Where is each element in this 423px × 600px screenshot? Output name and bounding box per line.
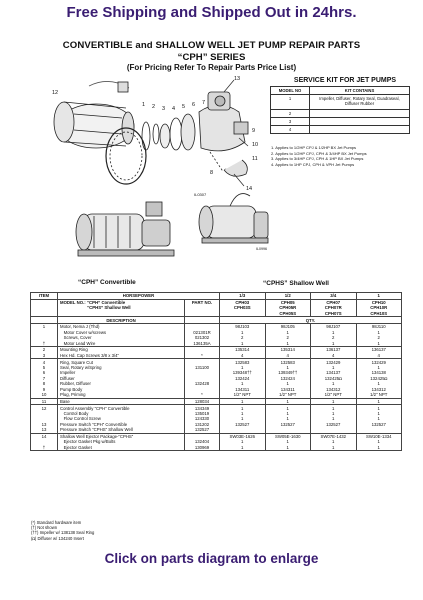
cell-q2 <box>265 347 311 359</box>
hp-1: 1/3 <box>220 293 266 300</box>
cell-q2 <box>265 398 311 405</box>
kit-applies-list <box>271 145 416 167</box>
cell-line: Pressure Switch “CPH” Convertible <box>60 421 128 427</box>
cell-line: 132583 <box>280 359 295 365</box>
cell-line: 139349†† <box>278 370 298 376</box>
applies-line: 2. Applies to 1/2HP CPJ, CPH & 3/4HP BX Jet Pumps <box>271 150 367 156</box>
cell-line: Ejector Gasket Pkg w/Bolts <box>60 439 116 445</box>
model-2: CPH05 CPH05R CPH05S <box>265 299 311 317</box>
col-horsepower: HORSEPOWER <box>58 293 220 300</box>
cell-desc <box>58 324 185 347</box>
cell-line: 8 <box>42 381 46 387</box>
cell-line: 98J107 <box>326 324 341 330</box>
cell-line: 1 <box>377 340 380 346</box>
cell-line: 1 <box>286 340 289 346</box>
cell-line: 1 <box>377 381 380 387</box>
cell-line: 132404 <box>194 439 210 445</box>
cell-line: 12 <box>41 405 47 411</box>
footnote: (◘) Diffuser w/ 134240 Insert <box>31 535 84 541</box>
service-kit-table <box>270 86 410 134</box>
cell-line: 2 <box>332 335 335 341</box>
kit-model: 4 <box>271 126 310 134</box>
description-label: DESCRIPTION <box>58 317 185 324</box>
cell-line: Diffuser <box>60 375 75 381</box>
cell-q2 <box>265 324 311 347</box>
cell-line: 1 <box>241 416 244 422</box>
cell-line: * <box>201 391 203 397</box>
hp-2: 1/2 <box>265 293 311 300</box>
cell-line: 132424 <box>280 375 295 381</box>
cell-desc <box>58 405 185 433</box>
diagram-ref: IL0307 <box>194 192 207 197</box>
cell-q4 <box>356 359 402 398</box>
enlarge-link[interactable]: Click on parts diagram to enlarge <box>104 551 319 566</box>
cell-q2 <box>265 359 311 398</box>
cell-q4 <box>356 347 402 359</box>
cell-item <box>31 433 58 451</box>
cell-line: 132583 <box>235 359 250 365</box>
cell-line: Motor Lead Wire <box>60 340 96 346</box>
cell-line: 1 <box>286 364 289 370</box>
cell-line: 7 <box>42 375 46 381</box>
cell-line: 1 <box>332 405 335 411</box>
cell-line: 132424 <box>235 375 250 381</box>
cell-part <box>185 405 220 433</box>
callout-11: 11 <box>252 156 258 162</box>
cell-line: 1 <box>286 439 289 445</box>
cell-line: 1 <box>377 416 380 422</box>
cell-line: 134311 <box>235 386 250 392</box>
cell-line: Control Assembly “CPH” Convertible <box>60 405 130 411</box>
cell-line: 1 <box>286 398 289 404</box>
cell-line: 132527 <box>235 421 250 427</box>
table-row <box>31 347 402 359</box>
table-row <box>271 118 410 126</box>
cell-line: 1/2" NPT <box>324 391 342 397</box>
model-label <box>58 299 185 317</box>
cell-line: 1 <box>42 324 46 330</box>
cell-line: 132429 <box>371 359 386 365</box>
callout-1: 1 <box>142 102 146 108</box>
cell-line: 132527 <box>326 421 341 427</box>
cell-line: 9 <box>42 386 46 392</box>
kit-contents <box>310 110 410 118</box>
callout-5: 5 <box>182 104 186 110</box>
cell-line: 021301R <box>193 329 211 335</box>
cell-line: 136137 <box>326 347 341 353</box>
cell-line: Ejector Gasket <box>60 444 92 450</box>
table-row <box>31 359 402 398</box>
cell-desc <box>58 433 185 451</box>
cell-line <box>313 427 354 432</box>
cell-line: 124330 <box>194 416 210 422</box>
cell-line: 132428 <box>194 381 210 387</box>
cell-line: Motor Cover w/screws <box>60 329 107 335</box>
kit-contents: Impeller, Diffuser, Rotary Seal, Guadraseal, Diffuser Rubber <box>310 95 410 110</box>
cell-line: 132527 <box>280 421 295 427</box>
cell-line: 1 <box>286 444 289 450</box>
kit-model: 2 <box>271 110 310 118</box>
cell-q1 <box>220 405 266 433</box>
cell-item <box>31 347 58 359</box>
cell-line: 4 <box>332 352 335 358</box>
cell-line: 1 <box>377 405 380 411</box>
cell-line: 2 <box>377 335 380 341</box>
kit-contents <box>310 118 410 126</box>
footnotes <box>31 520 94 541</box>
footnote: (†) Not shown <box>31 525 58 531</box>
cell-line: 135314 <box>280 347 295 353</box>
cell-line: 134349 <box>194 405 210 411</box>
callout-8: 8 <box>210 170 214 176</box>
cell-line: 1/2" NPT <box>279 391 297 397</box>
cell-line: 1 <box>332 340 335 346</box>
cell-line: 1 <box>286 410 289 416</box>
footnote: (*) Standard hardware item <box>31 520 82 525</box>
cell-line <box>222 427 263 432</box>
cell-line: 11 <box>41 398 47 404</box>
cell-line: 134312 <box>326 386 341 392</box>
cell-q4 <box>356 398 402 405</box>
page-title: CONVERTIBLE and SHALLOW WELL JET PUMP REPAIR PARTS <box>62 40 361 51</box>
cell-part <box>185 433 220 451</box>
cell-q3 <box>311 405 357 433</box>
cell-line: 132429 <box>326 359 341 365</box>
cell-line: SW10E-1334 <box>365 433 392 439</box>
hp-3: 3/4 <box>311 293 357 300</box>
cell-line: 4 <box>377 352 380 358</box>
applies-line: 4. Applies to 1HP CPJ, CPH & VPH Jet Pumps <box>271 161 355 167</box>
callout-10: 10 <box>252 142 259 148</box>
cell-line: 136137 <box>371 347 386 353</box>
cell-line: 1 <box>377 364 380 370</box>
cell-line: 1 <box>286 329 289 335</box>
cell-line: 1 <box>241 329 244 335</box>
cell-line: † <box>42 340 46 346</box>
cell-line: 4 <box>42 359 46 365</box>
table-row <box>271 126 410 134</box>
table-header-row <box>31 317 402 324</box>
cell-line: 021302 <box>194 335 210 341</box>
cell-line: Seal, Rotary w/Spring <box>60 364 102 370</box>
cell-part <box>185 398 220 405</box>
cell-line: Pressure Switch “CPHS” Shallow Well <box>60 427 133 433</box>
kit-model: 1 <box>271 95 310 110</box>
cell-q1 <box>220 433 266 451</box>
cell-line: 1 <box>241 405 244 411</box>
cell-line: Mounting Ring <box>60 347 88 353</box>
cell-q1 <box>220 359 266 398</box>
cell-line: 131100 <box>194 364 210 370</box>
cell-line: 6 <box>42 370 46 376</box>
cell-q1 <box>220 324 266 347</box>
cell-line: 1/2" NPT <box>233 391 251 397</box>
parts-table <box>30 292 402 451</box>
series-title: “CPH” SERIES <box>177 52 246 63</box>
hp-4: 1 <box>356 293 402 300</box>
cell-line: Hex Hd. Cap Screws 3/8 x 3/4" <box>60 352 120 358</box>
cell-line: 132425◘ <box>324 375 342 381</box>
cell-line: 134137 <box>326 370 341 376</box>
cell-line: Pump Body <box>60 386 83 392</box>
cell-q3 <box>311 398 357 405</box>
table-header-row <box>31 293 402 300</box>
cell-line: 136135A <box>193 340 211 346</box>
cell-part <box>185 324 220 347</box>
cell-q3 <box>311 347 357 359</box>
callout-9: 9 <box>252 128 256 134</box>
cell-line: 4 <box>241 352 244 358</box>
cell-line: Plug, Priming <box>60 391 86 397</box>
model-label-cphs: “CPHS” Shallow Well <box>87 305 131 311</box>
cell-line: * <box>201 352 203 358</box>
cell-q3 <box>311 359 357 398</box>
cell-line: 1 <box>286 405 289 411</box>
qty-label: QTY. <box>220 317 402 324</box>
cell-line: 2 <box>42 347 46 353</box>
cell-line <box>359 427 400 432</box>
cell-line: SW07E-1432 <box>320 433 347 439</box>
cell-line: 1 <box>286 381 289 387</box>
cell-line: 130969 <box>194 444 210 450</box>
cell-line: 132425◘ <box>370 375 388 381</box>
cell-line: Shallow Well Ejector Package-“CPHS” <box>60 433 134 439</box>
callout-3: 3 <box>162 106 166 112</box>
cell-line: 134312 <box>371 386 386 392</box>
cell-part <box>185 347 220 359</box>
cph-convertible-drawing <box>76 202 174 256</box>
cell-line: 2 <box>286 335 289 341</box>
cell-line: 139348†† <box>232 370 252 376</box>
table-row <box>31 398 402 405</box>
cell-q1 <box>220 398 266 405</box>
cell-line: 10 <box>41 391 47 397</box>
cell-line: 3 <box>42 352 46 358</box>
cell-line: 1 <box>377 439 380 445</box>
cell-line: Impeller <box>60 370 76 376</box>
cell-line: 1 <box>332 364 335 370</box>
cell-item <box>31 398 58 405</box>
applies-line: 3. Applies to 3/4HP CPJ, CPH & 1HP BX Jet Pumps <box>271 156 364 162</box>
table-row <box>31 324 402 347</box>
cell-line: 98J103 <box>235 324 250 330</box>
model-4: CPH10 CPH10R CPH10S <box>356 299 402 317</box>
cell-q4 <box>356 405 402 433</box>
cell-q2 <box>265 405 311 433</box>
cell-q4 <box>356 433 402 451</box>
cell-line: 2 <box>241 335 244 341</box>
cell-line: 128034 <box>194 398 210 404</box>
cell-line: 4 <box>286 352 289 358</box>
caption-cph: “CPH” Convertible <box>78 279 136 286</box>
table-row <box>31 405 402 433</box>
cell-line: 5 <box>42 364 46 370</box>
kit-contents <box>310 126 410 134</box>
cell-line: Rubber, Diffuser <box>60 381 91 387</box>
cell-line: 134311 <box>280 386 295 392</box>
applies-line: 1. Applies to 1/2HP CPJ & 1/2HP BX Jet Pumps <box>271 145 357 150</box>
cell-line: Ring, Square Cut <box>60 359 93 365</box>
cell-line: 1 <box>377 410 380 416</box>
cell-desc <box>58 347 185 359</box>
model-label-cph: MODEL NO.: “CPH” Convertible <box>60 299 126 305</box>
cell-line: Control Body <box>60 410 89 416</box>
cell-line: 1 <box>332 444 335 450</box>
cell-line: 1 <box>241 444 244 450</box>
cell-line: 132527 <box>371 421 386 427</box>
cell-q1 <box>220 347 266 359</box>
cell-line: 1 <box>377 329 380 335</box>
cell-line: 1/2" NPT <box>370 391 388 397</box>
exploded-motor-drawing <box>54 81 134 148</box>
cell-line: 1 <box>241 439 244 445</box>
caption-cphs: “CPHS” Shallow Well <box>263 280 329 287</box>
cell-line: 135019 <box>194 410 210 416</box>
diagram-ref-2: IL0996 <box>256 247 267 251</box>
cell-item <box>31 359 58 398</box>
pump-body-drawing <box>199 92 248 176</box>
callout-14: 14 <box>246 186 253 192</box>
cell-line: 13 <box>41 421 47 427</box>
cell-line: 131202 <box>194 421 210 427</box>
cell-line: Motor, Nema J (Thd) <box>60 324 100 330</box>
blank-cell <box>31 317 58 324</box>
cell-line: 13 <box>41 427 47 433</box>
part-no-label: PART NO. <box>185 299 220 317</box>
cell-line: Flow Control Screw <box>60 416 101 422</box>
kit-header-model: MODEL NO <box>271 87 310 95</box>
cell-line: 1 <box>241 381 244 387</box>
cell-line: 1 <box>377 398 380 404</box>
shipping-banner: Free Shipping and Shipped Out in 24hrs. <box>66 4 357 21</box>
table-header-row <box>31 299 402 317</box>
cell-line: 135314 <box>235 347 250 353</box>
cell-line: Screws, Cover <box>60 335 92 341</box>
kit-model: 3 <box>271 118 310 126</box>
model-1: CPH03 CPH03S <box>220 299 266 317</box>
cell-line: 14 <box>41 433 47 439</box>
blank-cell <box>185 317 220 324</box>
cell-line: 132527 <box>194 427 210 433</box>
cell-line: 1 <box>241 398 244 404</box>
cell-line: 1 <box>241 340 244 346</box>
footnote: (††) Impeller w/ 138138 Seal Ring <box>31 530 95 536</box>
cell-line: SW05E-1630 <box>274 433 301 439</box>
cell-line: 134138 <box>371 370 386 376</box>
cell-line: 98J105 <box>280 324 295 330</box>
callout-12: 12 <box>52 90 59 96</box>
cell-item <box>31 405 58 433</box>
table-row <box>271 110 410 118</box>
cell-line: 1 <box>332 398 335 404</box>
cell-line: 1 <box>241 364 244 370</box>
cell-line: 1 <box>332 381 335 387</box>
cell-line: Base <box>60 398 70 404</box>
blank-cell <box>31 299 58 317</box>
pricing-note: (For Pricing Refer To Repair Parts Price List) <box>126 63 297 72</box>
cell-desc <box>58 398 185 405</box>
cell-line: 1 <box>332 416 335 422</box>
cell-line: † <box>42 444 46 450</box>
cell-line: 1 <box>377 444 380 450</box>
callout-7: 7 <box>202 100 206 106</box>
table-row <box>271 95 410 110</box>
cell-line <box>268 427 309 432</box>
cell-part <box>185 359 220 398</box>
callout-4: 4 <box>172 106 176 112</box>
callout-13: 13 <box>234 76 241 82</box>
cell-line: 1 <box>241 410 244 416</box>
cell-q3 <box>311 324 357 347</box>
cphs-shallow-well-drawing <box>199 194 268 251</box>
service-kit-title: SERVICE KIT FOR JET PUMPS <box>293 77 397 84</box>
cell-q2 <box>265 433 311 451</box>
cell-line: SW03E-1626 <box>229 433 256 439</box>
cell-line: 1 <box>332 329 335 335</box>
table-row <box>31 433 402 451</box>
cell-line: 1 <box>332 439 335 445</box>
cell-q3 <box>311 433 357 451</box>
cell-line: 98J110 <box>371 324 386 330</box>
cell-q4 <box>356 324 402 347</box>
cell-line: 1 <box>332 410 335 416</box>
cell-line: 1 <box>286 416 289 422</box>
col-item: ITEM <box>31 293 58 300</box>
cell-desc <box>58 359 185 398</box>
callout-2: 2 <box>152 104 156 110</box>
parts-diagram[interactable] <box>34 74 269 279</box>
cell-item <box>31 324 58 347</box>
kit-header-contents: KIT CONTAINS <box>310 87 410 95</box>
model-3: CPH07 CPH07R CPH07S <box>311 299 357 317</box>
callout-6: 6 <box>192 102 196 108</box>
